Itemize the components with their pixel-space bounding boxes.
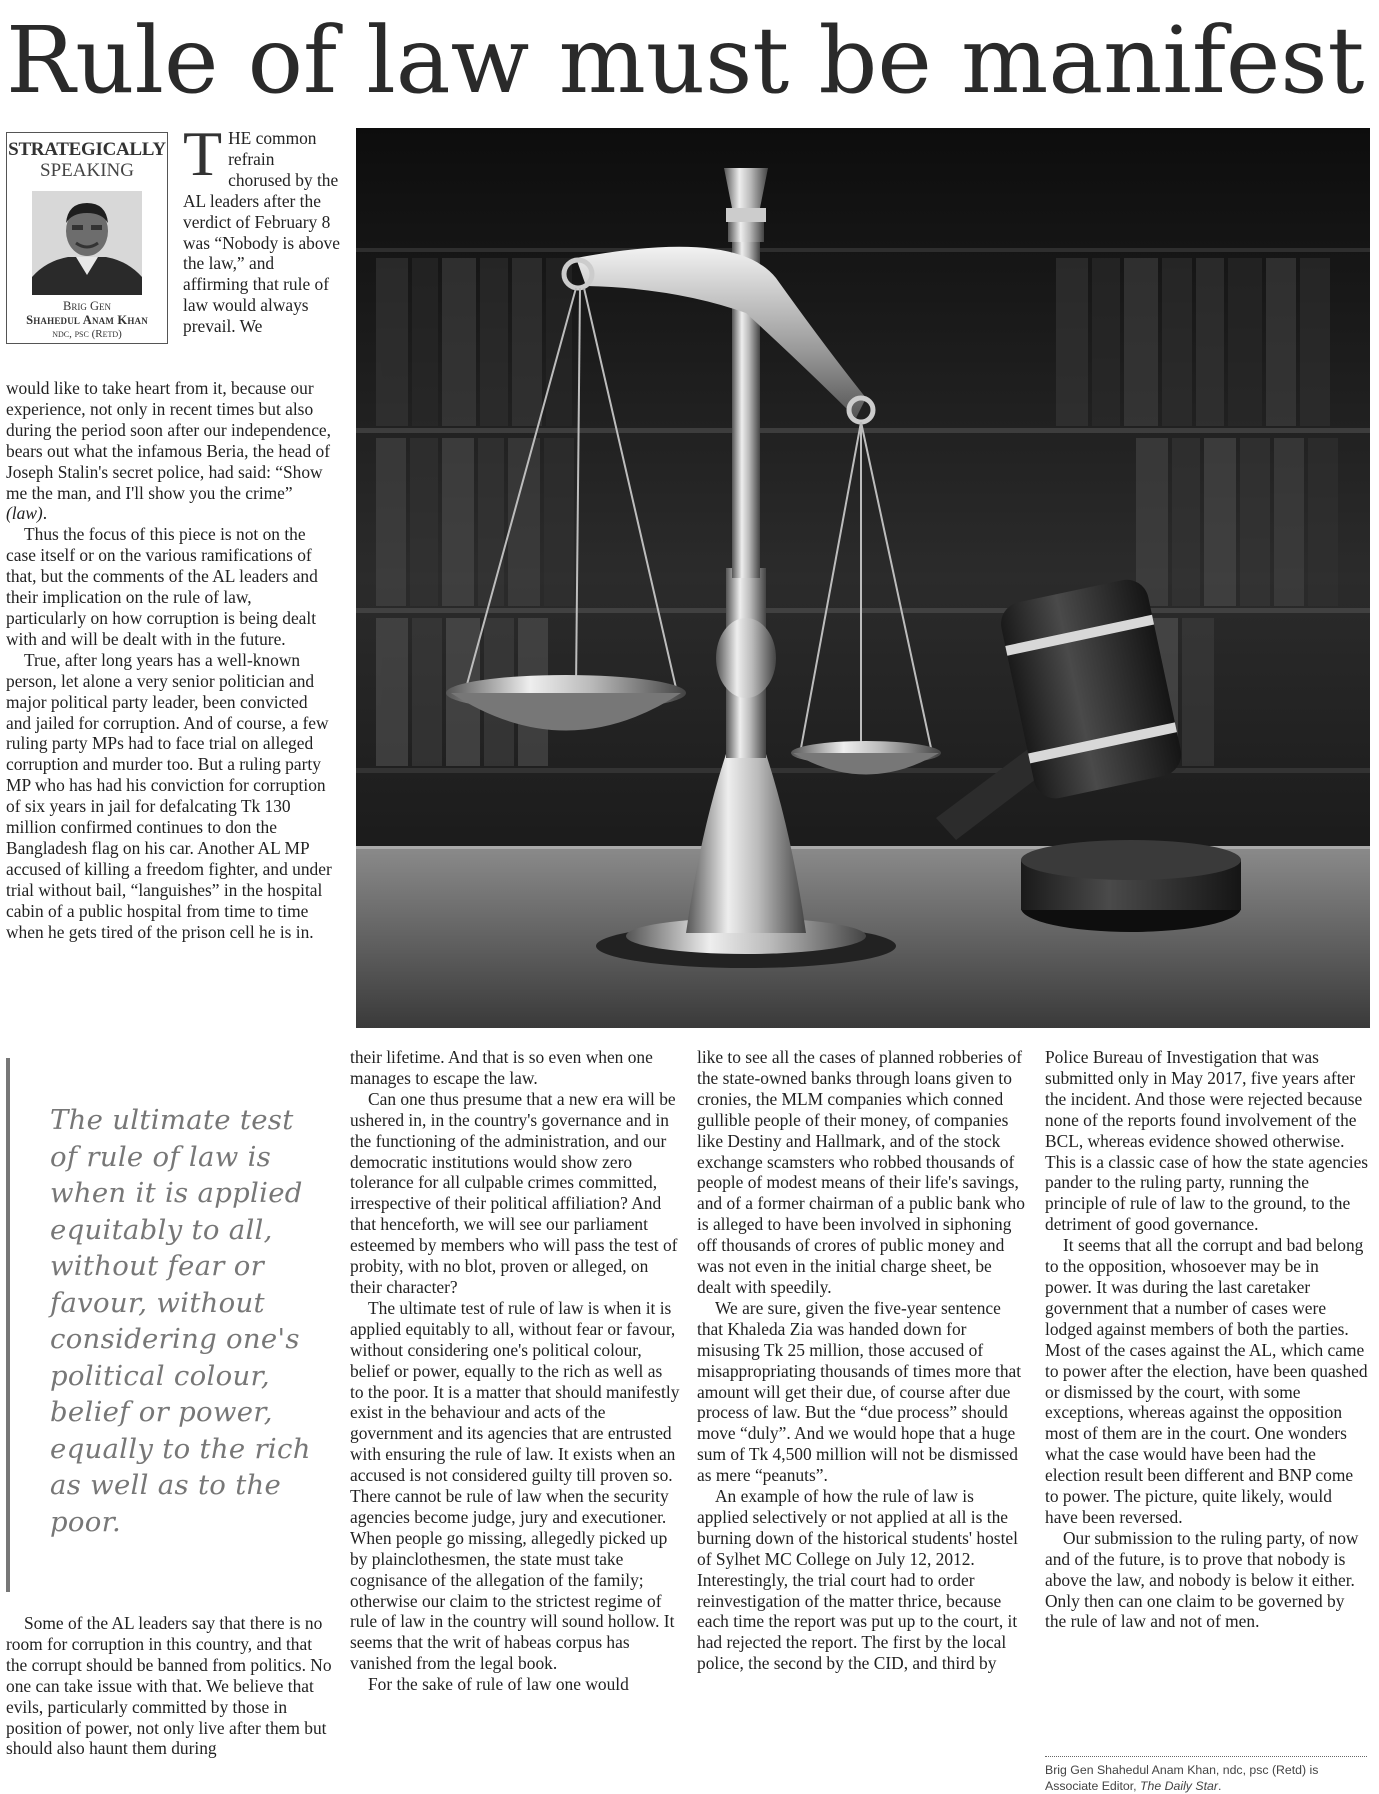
column-4	[1045, 1047, 1369, 1632]
author-suffix: ndc, psc (Retd)	[52, 328, 122, 340]
author-portrait	[32, 191, 142, 295]
lead-paragraph	[183, 118, 341, 337]
author-box	[6, 132, 168, 344]
pull-quote-box	[6, 1058, 320, 1592]
author-footnote: Brig Gen Shahedul Anam Khan, ndc, psc (Retd) is Associate Editor, The Daily Star.	[1045, 1763, 1319, 1793]
paragraph: would like to take heart from it, because our experience, not only in recent times but also during the period soon after our independence, bears out what the infamous Beria, the head of Joseph Stalin's secret police, had said: “Show me the man, and I'll show you the crime” (law).	[6, 378, 331, 524]
paragraph: Can one thus presume that a new era will be ushered in, in the country's governance and in the functioning of the administration, and our democratic institutions would show zero tolerance for all culpable crimes committed, irrespective of their political affiliation? And that henceforth, we will see our parliament esteemed by members who will pass the test of probity, with no blot, proven or alleged, on their character?	[350, 1088, 678, 1297]
column-1	[6, 378, 336, 942]
column-kicker: STRATEGICALLY	[8, 139, 166, 160]
drop-cap: T	[183, 118, 223, 189]
column-1-bottom	[6, 1613, 336, 1759]
footnote-divider	[1045, 1756, 1367, 1757]
author-byline	[7, 299, 167, 341]
paragraph: We are sure, given the five-year sentence that Khaleda Zia was handed down for misusing Tk 25 million, those accused of misappropriating thousands of times more that amount will get their due, of course after due process of law. But the “due process” should move “duly”. And we would hope that a huge sum of Tk 4,500 million will not be dismissed as mere “peanuts”.	[697, 1297, 1022, 1486]
column-kicker-sub: SPEAKING	[40, 160, 134, 181]
headline: Rule of law must be manifest	[6, 7, 1365, 114]
paragraph: their lifetime. And that is so even when one manages to escape the law.	[350, 1047, 653, 1088]
paragraph: True, after long years has a well-known person, let alone a very senior politician and major political party leader, been convicted and jailed for corruption. And of course, a few ruling party MPs had to face trial on alleged corruption and murder too. But a ruling party MP who has had his conviction for corruption of six years in jail for defalcating Tk 130 million confirmed continues to don the Bangladesh flag on his car. Another AL MP accused of killing a freedom fighter, and under trial without bail, “languishes” in the hospital cabin of a public hospital from time to time when he gets tired of the prison cell he is in.	[6, 649, 332, 942]
paragraph: Police Bureau of Investigation that was submitted only in May 2017, five years after the incident. And those were rejected because none of the reports found involvement of the BCL, whereas evidence showed otherwise. This is a classic case of how the state agencies pander to the ruling party, running the principle of rule of law to the ground, to the detriment of good governance.	[1045, 1047, 1369, 1235]
column-3	[697, 1047, 1027, 1674]
paragraph: Some of the AL leaders say that there is no room for corruption in this country, and that the corrupt should be banned from politics. No one can take issue with that. We believe that evils, particularly committed by those in position of power, not only live after them but should also haunt them during	[6, 1613, 332, 1759]
paragraph: An example of how the rule of law is applied selectively or not applied at all is the burning down of the historical students' hostel of Sylhet MC College on July 12, 2012. Interestingly, the trial court had to order reinvestigation of the matter thrice, because each time the report was put up to the court, it had rejected the report. The first by the local police, the second by the CID, and third by	[697, 1486, 1018, 1674]
paragraph: The ultimate test of rule of law is when it is applied equitably to all, without fear or favour, without considering one's political colour, belief or power, equally to the rich as well as to the poor. It is a matter that should manifestly exist in the behaviour and acts of the government and its agencies that are entrusted with ensuring the rule of law. It exists when an accused is not considered guilty till proven so. There cannot be rule of law when the security agencies become judge, jury and executioner. When people go missing, allegedly picked up by plainclothesmen, the state must take cognisance of the allegation of the family; otherwise our claim to the strictest regime of rule of law in the country will sound hollow. It seems that the writ of habeas corpus has vanished from the legal book.	[350, 1297, 680, 1674]
paragraph: Our submission to the ruling party, of now and of the future, is to prove that nobody is above the law, and nobody is below it either. Only then can one claim to be governed by the rule of law and not of men.	[1045, 1527, 1359, 1632]
author-rank: Brig Gen	[63, 299, 111, 313]
paragraph: For the sake of rule of law one would	[368, 1674, 629, 1695]
author-name: Shahedul Anam Khan	[26, 313, 148, 327]
paragraph: It seems that all the corrupt and bad belong to the opposition, whosoever may be in power. It was during the last caretaker government that a number of cases were lodged against members of both the parties. Most of the cases against the AL, which came to power after the election, have been quashed or dismissed by the court, with some exceptions, whereas against the opposition most of them are in the court. One wonders what the case would have been had the election result been different and BNP come to power. The picture, quite likely, would have been reversed.	[1045, 1235, 1368, 1527]
scales-of-justice-photo	[356, 128, 1370, 1028]
paragraph: like to see all the cases of planned robberies of the state-owned banks through loans given to cronies, the MLM companies which conned gullible people of their money, of companies like Destiny and Hallmark, and of the stock exchange scamsters who robbed thousands of people of modest means of their life's savings, and of a former chairman of a public bank who is alleged to have been involved in siphoning off thousands of crores of public money and was not even in the initial charge sheet, be dealt with speedily.	[697, 1047, 1025, 1297]
lead-text: HE common refrain chorused by the AL leaders after the verdict of February 8 was “Nobody is above the law,” and affirming that rule of law would always prevail. We	[183, 128, 340, 337]
pull-quote: The ultimate test of rule of law is when it is applied equitably to all, without fear or favour, without considering one's political colour, belief or power, equally to the rich as well as to the poor.	[50, 1104, 311, 1538]
paragraph: Thus the focus of this piece is not on the case itself or on the various ramifications of that, but the comments of the AL leaders and their implication on the rule of law, particularly on how corruption is being dealt with and will be dealt with in the future.	[6, 524, 318, 649]
column-2	[350, 1047, 680, 1695]
